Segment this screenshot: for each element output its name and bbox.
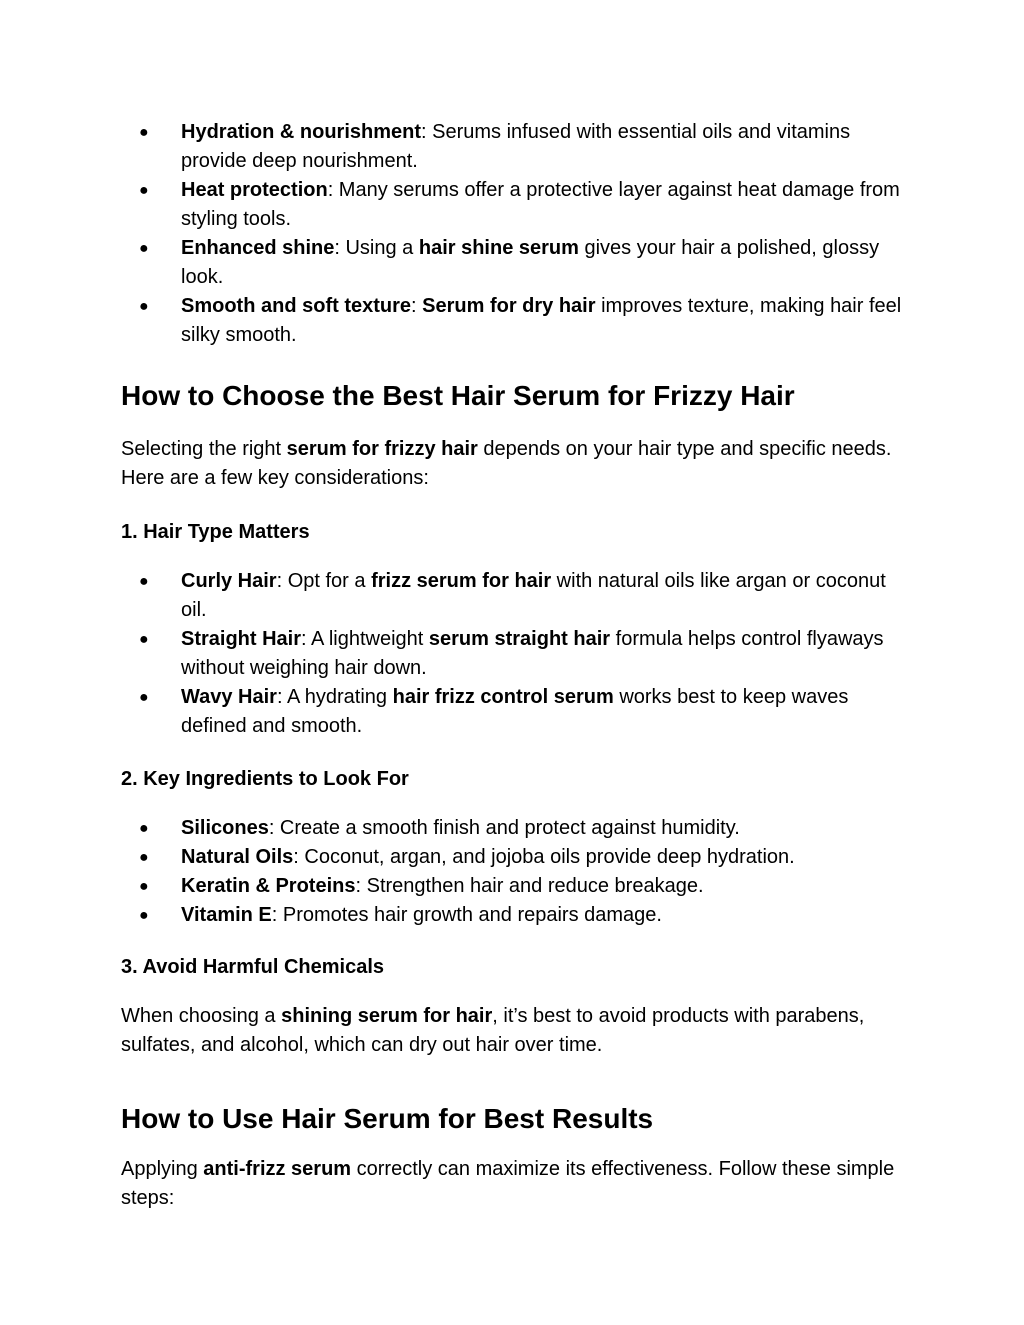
list-item: ● Heat protection: Many serums offer a protective layer against heat damage from styling tools.: [121, 176, 911, 234]
avoid-paragraph: When choosing a shining serum for hair, it’s best to avoid products with parabens, sulfates, and alcohol, which can dry out hair over time.: [121, 1005, 865, 1056]
section-heading-use: How to Use Hair Serum for Best Results: [121, 1103, 654, 1134]
hair-type-list: [121, 567, 911, 741]
subheading-avoid: 3. Avoid Harmful Chemicals: [121, 956, 385, 978]
bullet-icon: ●: [139, 631, 149, 648]
list-item: ● Wavy Hair: A hydrating hair frizz control serum works best to keep waves defined and smooth.: [121, 683, 911, 741]
benefits-list: [121, 118, 911, 350]
list-item: ● Silicones: Create a smooth finish and protect against humidity.: [121, 814, 911, 843]
bullet-icon: ●: [139, 298, 149, 315]
list-item: ● Straight Hair: A lightweight serum straight hair formula helps control flyaways without weighing hair down.: [121, 625, 911, 683]
subheading-ingredients: 2. Key Ingredients to Look For: [121, 768, 409, 790]
bullet-icon: ●: [139, 907, 149, 924]
list-item: ● Curly Hair: Opt for a frizz serum for hair with natural oils like argan or coconut oil.: [121, 567, 911, 625]
bullet-icon: ●: [139, 878, 149, 895]
list-item: ● Keratin & Proteins: Strengthen hair and reduce breakage.: [121, 872, 911, 901]
use-paragraph: Applying anti-frizz serum correctly can maximize its effectiveness. Follow these simple steps:: [121, 1158, 895, 1209]
ingredients-list: [121, 814, 911, 930]
bullet-icon: ●: [139, 820, 149, 837]
bullet-icon: ●: [139, 124, 149, 141]
subheading-hair-type: 1. Hair Type Matters: [121, 521, 310, 543]
list-item: ● Smooth and soft texture: Serum for dry hair improves texture, making hair feel silky smooth.: [121, 292, 911, 350]
list-item: ● Enhanced shine: Using a hair shine serum gives your hair a polished, glossy look.: [121, 234, 911, 292]
bullet-icon: ●: [139, 689, 149, 706]
document-page: [121, 118, 911, 1213]
bullet-icon: ●: [139, 240, 149, 257]
list-item: ● Vitamin E: Promotes hair growth and repairs damage.: [121, 901, 911, 930]
bullet-icon: ●: [139, 573, 149, 590]
bullet-icon: ●: [139, 849, 149, 866]
list-item: ● Hydration & nourishment: Serums infused with essential oils and vitamins provide deep nourishment.: [121, 118, 911, 176]
bullet-icon: ●: [139, 182, 149, 199]
choose-intro: Selecting the right serum for frizzy hair depends on your hair type and specific needs. Here are a few key considerations:: [121, 438, 892, 489]
list-item: ● Natural Oils: Coconut, argan, and jojoba oils provide deep hydration.: [121, 843, 911, 872]
section-heading-choose: How to Choose the Best Hair Serum for Frizzy Hair: [121, 380, 795, 411]
